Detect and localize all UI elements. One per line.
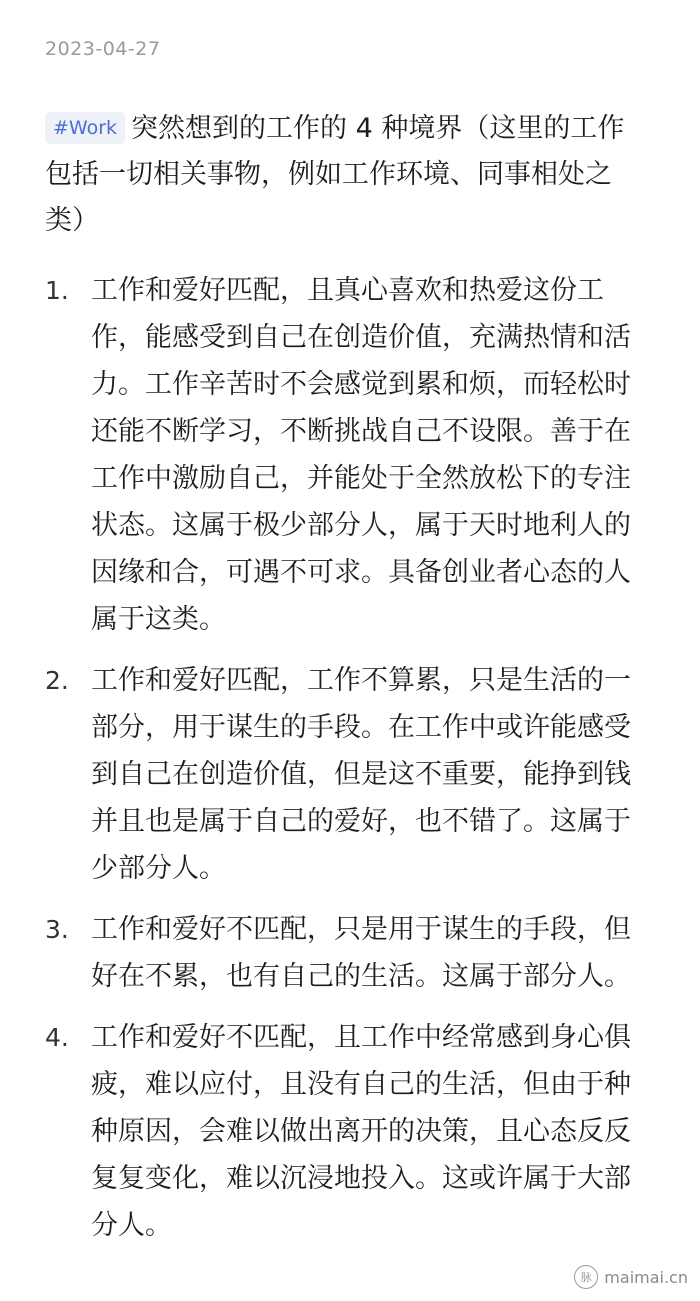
- list-item-text: 工作和爱好匹配，且真心喜欢和热爱这份工作，能感受到自己在创造价值，充满热情和活力。工作辛苦时不会感觉到累和烦，而轻松时还能不断学习，不断挑战自己不设限。善于在工作中激励自己，并能处于全然放松下的专注状态。这属于极少部分人，属于天时地利人的因缘和合，可遇不可求。具备创业者心态的人属于这类。: [91, 275, 631, 635]
- list-item-text: 工作和爱好匹配，工作不算累，只是生活的一部分，用于谋生的手段。在工作中或许能感受到自己在创造价值，但是这不重要，能挣到钱并且也是属于自己的爱好，也不错了。这属于少部分人。: [91, 665, 631, 884]
- list-item-text: 工作和爱好不匹配，且工作中经常感到身心俱疲，难以应付，且没有自己的生活，但由于种种原因，会难以做出离开的决策，且心态反反复复变化，难以沉浸地投入。这或许属于大部分人。: [91, 1022, 631, 1241]
- list-item: [45, 1014, 655, 1249]
- post-date: 2023-04-27: [45, 38, 161, 60]
- list-item: [45, 657, 655, 892]
- maimai-logo-icon: 脉: [574, 1265, 598, 1289]
- list-item: [45, 267, 655, 643]
- list-item-number: 3.: [45, 915, 69, 944]
- tag-work[interactable]: #Work: [45, 112, 125, 144]
- realm-list: [45, 267, 655, 1263]
- list-item: [45, 906, 655, 1000]
- list-item-number: 4.: [45, 1023, 69, 1052]
- maimai-watermark: [574, 1265, 688, 1289]
- list-item-number: 2.: [45, 666, 69, 695]
- list-item-number: 1.: [45, 276, 69, 305]
- watermark-text: maimai.cn: [604, 1267, 688, 1287]
- post-intro: [45, 106, 645, 244]
- intro-text: 突然想到的工作的 4 种境界（这里的工作包括一切相关事物，例如工作环境、同事相处之类）: [45, 113, 625, 236]
- list-item-text: 工作和爱好不匹配，只是用于谋生的手段，但好在不累，也有自己的生活。这属于部分人。: [91, 914, 631, 992]
